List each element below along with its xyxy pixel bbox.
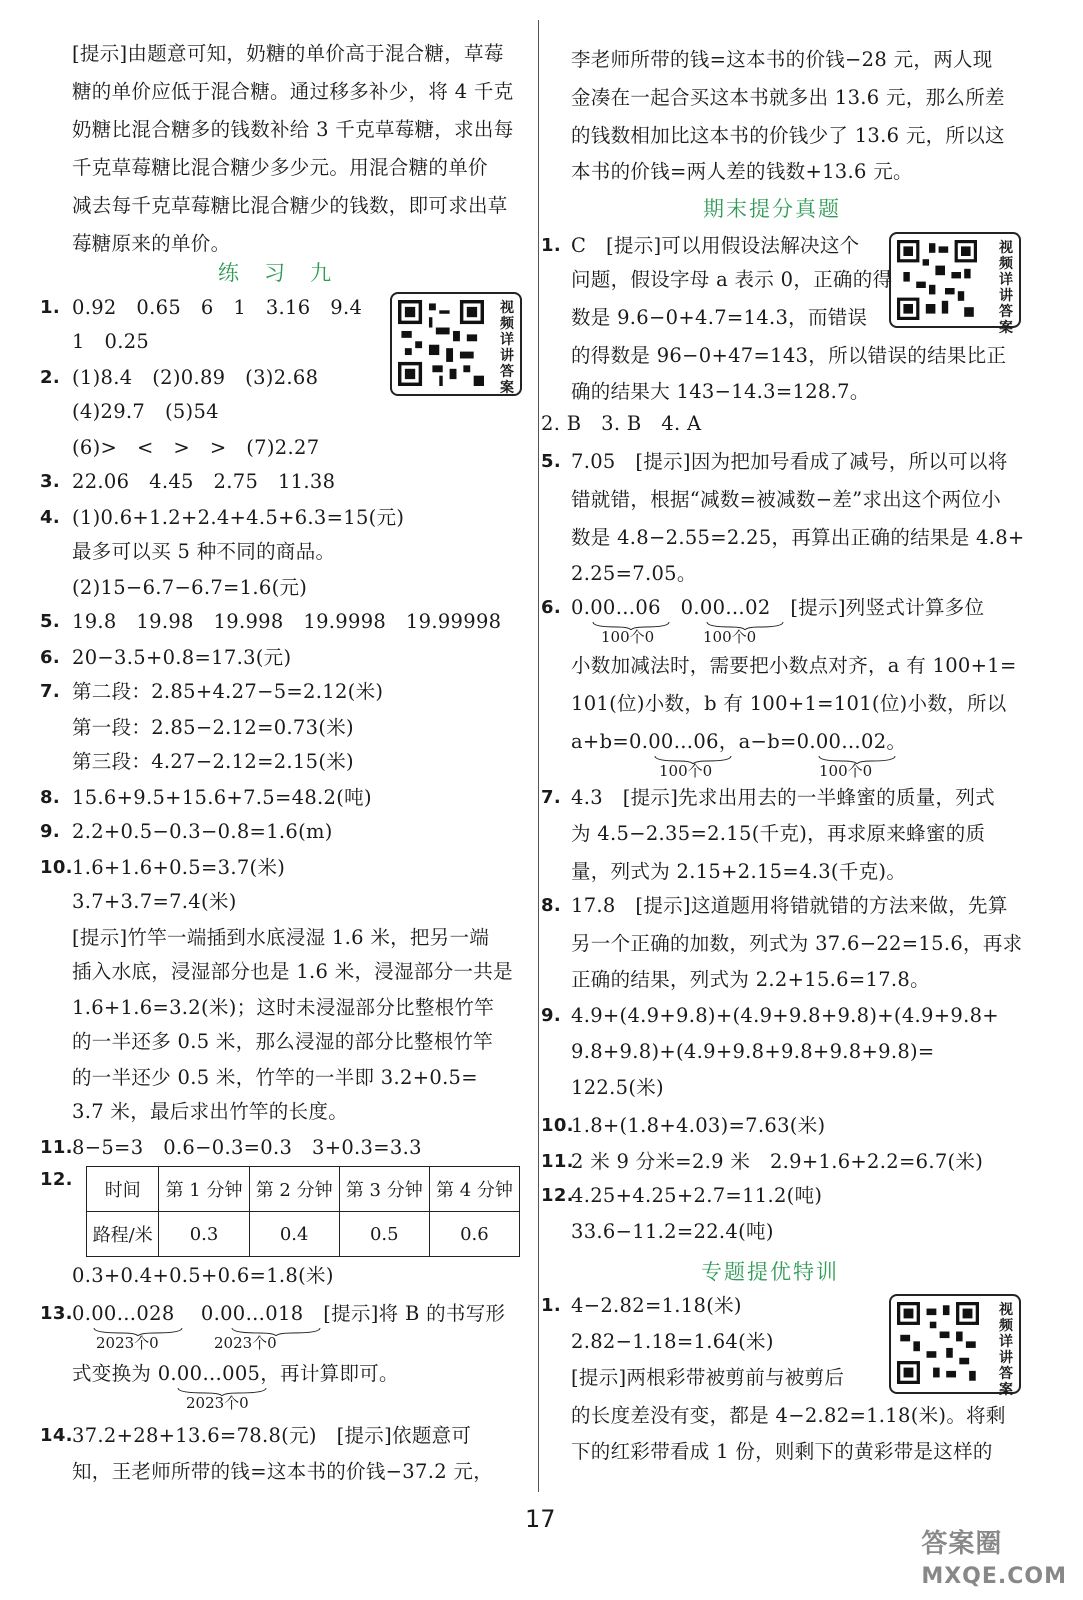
table-cell: 0.5	[339, 1212, 429, 1257]
answer-line: 9.8+9.8)+(4.9+9.8+9.8+9.8+9.8)=	[571, 1040, 935, 1063]
answer-line	[72, 1302, 505, 1326]
answer-line: 错就错，根据“减数=被减数−差”求出这个两位小	[571, 488, 1002, 511]
answer-line: 1.6+1.6+0.5=3.7(米)	[72, 856, 286, 879]
qr-code-icon	[897, 240, 977, 320]
answer-line: (1)0.6+1.2+2.4+4.5+6.3=15(元)	[72, 506, 405, 529]
brace-label: 100个0	[659, 762, 713, 780]
hint-line: 糖的单价应低于混合糖。通过移多补少，将 4 千克	[72, 80, 514, 103]
qr-label: 视频详讲答案	[999, 1302, 1013, 1398]
qr-label: 视频详讲答案	[999, 240, 1013, 336]
answer-line: C [提示]可以用假设法解决这个	[571, 234, 860, 257]
answer-line: 33.6−11.2=22.4(吨)	[571, 1220, 774, 1243]
answer-line: 本书的价钱=两人差的钱数+13.6 元。	[571, 160, 913, 183]
answer-part: 6，a−b=0.	[706, 730, 816, 753]
answer-line: 1.8+(1.8+4.03)=7.63(米)	[571, 1114, 826, 1137]
answer-part: 00…0	[699, 596, 758, 619]
brace-label: 2023个0	[186, 1394, 249, 1412]
question-number: 3.	[40, 471, 60, 492]
answer-line: 数是 4.8−2.55=2.25，再算出正确的结果是 4.8+	[571, 526, 1025, 549]
answer-line: 101(位)小数，b 有 100+1=101(位)小数，所以	[571, 692, 1007, 715]
answer-line: 的一半还多 0.5 米，那么浸湿的部分比整根竹竿	[72, 1030, 494, 1053]
qr-label: 视频详讲答案	[500, 300, 514, 396]
answer-line: 22.06 4.45 2.75 11.38	[72, 470, 336, 493]
answer-part: 2。	[873, 730, 907, 753]
table-cell: 时间	[87, 1167, 159, 1212]
answer-line: 为 4.5−2.35=2.15(千克)，再求原来蜂蜜的质	[571, 822, 986, 845]
qr-code-box[interactable]	[390, 292, 522, 396]
answer-line: 17.8 [提示]这道题用将错就错的方法来做，先算	[571, 894, 1008, 917]
answer-line: 122.5(米)	[571, 1076, 664, 1099]
brace-label: 100个0	[601, 628, 655, 646]
qr-code-box[interactable]	[889, 1294, 1021, 1398]
answer-line: 最多可以买 5 种不同的商品。	[72, 540, 336, 563]
question-number: 6.	[40, 647, 60, 668]
watermark-logo: 答案圈 MXQE.COM	[921, 1529, 1067, 1589]
answer-line: 4.9+(4.9+9.8)+(4.9+9.8+9.8)+(4.9+9.8+	[571, 1004, 999, 1027]
hint-line: [提示]由题意可知，奶糖的单价高于混合糖，草莓	[72, 42, 504, 65]
answer-line: 第三段：4.27−2.12=2.15(米)	[72, 750, 354, 773]
answer-part: 18	[278, 1302, 304, 1325]
hint-text: [提示]列竖式计算多位	[790, 596, 985, 619]
question-number: 9.	[40, 821, 60, 842]
answer-line	[72, 1362, 399, 1386]
table-cell: 0.6	[429, 1212, 519, 1257]
answer-part: 0.	[680, 596, 700, 619]
answer-line: 4−2.82=1.18(米)	[571, 1294, 742, 1317]
table-cell: 第 2 分钟	[249, 1167, 339, 1212]
question-number: 11.	[40, 1137, 73, 1158]
answer-line: 确的结果大 143−14.3=128.7。	[571, 380, 870, 403]
answer-line: (2)15−6.7−6.7=1.6(元)	[72, 576, 308, 599]
brace-label: 100个0	[703, 628, 757, 646]
answer-part: 式变换为 0.	[72, 1362, 177, 1385]
answer-part: a+b=0.	[571, 730, 649, 753]
answer-line: 第一段：2.85−2.12=0.73(米)	[72, 716, 354, 739]
answer-line: [提示]两根彩带被剪前与被剪后	[571, 1366, 845, 1389]
question-number: 5.	[40, 611, 60, 632]
answer-part: 00…0	[590, 596, 649, 619]
qr-code-icon	[897, 1302, 979, 1384]
answer-line: 2.2+0.5−0.3−0.8=1.6(m)	[72, 820, 333, 843]
answer-line: 37.2+28+13.6=78.8(元) [提示]依题意可	[72, 1424, 472, 1447]
answer-line: 李老师所带的钱=这本书的价钱−28 元，两人现	[571, 48, 993, 71]
answer-line: 3.7+3.7=7.4(米)	[72, 890, 237, 913]
answer-part: 00…0	[648, 730, 707, 753]
question-number: 2.	[40, 367, 60, 388]
answer-line: 20−3.5+0.8=17.3(元)	[72, 646, 292, 669]
answer-part: 28	[149, 1302, 175, 1325]
answer-line: 2.25=7.05。	[571, 562, 697, 585]
answer-line: 的长度差没有变，都是 4−2.82=1.18(米)。将剩	[571, 1404, 1006, 1427]
brace-label: 2023个0	[96, 1334, 159, 1352]
answer-part: 00…0	[815, 730, 874, 753]
answer-line: 4.25+4.25+2.7=11.2(吨)	[571, 1184, 823, 1207]
table-cell: 第 4 分钟	[429, 1167, 519, 1212]
answer-line: (4)29.7 (5)54	[72, 400, 219, 423]
answer-line: 3.7 米，最后求出竹竿的长度。	[72, 1100, 349, 1123]
distance-table	[86, 1166, 520, 1257]
table-cell: 第 3 分钟	[339, 1167, 429, 1212]
section-title-exercise-9: 练 习 九	[218, 261, 333, 285]
answer-line: 知，王老师所带的钱=这本书的价钱−37.2 元，	[72, 1460, 493, 1483]
answer-line	[571, 730, 906, 754]
answer-line: 第二段：2.85+4.27−5=2.12(米)	[72, 680, 384, 703]
answer-line: 问题，假设字母 a 表示 0，正确的得	[571, 268, 893, 291]
answer-line: 数是 9.6−0+4.7=14.3，而错误	[571, 306, 868, 329]
qr-code-icon	[398, 300, 484, 386]
question-number: 7.	[40, 681, 60, 702]
table-cell: 0.3	[159, 1212, 249, 1257]
answer-line: 19.8 19.98 19.998 19.9998 19.99998	[72, 610, 502, 633]
question-number: 10.	[40, 857, 73, 878]
answer-line: [提示]竹竿一端插到水底浸湿 1.6 米，把另一端	[72, 926, 490, 949]
section-title-special-training: 专题提优特训	[701, 1260, 839, 1284]
question-number: 1.	[40, 297, 60, 318]
answer-part: 00…0	[220, 1302, 279, 1325]
answer-part: 0.	[571, 596, 591, 619]
answer-line: 插入水底，浸湿部分也是 1.6 米，浸湿部分一共是	[72, 960, 513, 983]
answer-line: 15.6+9.5+15.6+7.5=48.2(吨)	[72, 786, 372, 809]
table-cell: 第 1 分钟	[159, 1167, 249, 1212]
answer-line: 小数加减法时，需要把小数点对齐，a 有 100+1=	[571, 654, 1017, 677]
question-number: 13.	[40, 1303, 73, 1324]
page-number: 17	[525, 1505, 556, 1533]
answer-line: 0.3+0.4+0.5+0.6=1.8(米)	[72, 1264, 334, 1287]
section-title-final-exam: 期末提分真题	[703, 197, 841, 221]
hint-text: [提示]将 B 的书写形	[323, 1302, 506, 1325]
brace-label: 100个0	[819, 762, 873, 780]
answer-line: 4.3 [提示]先求出用去的一半蜂蜜的质量，列式	[571, 786, 995, 809]
answer-part: 6	[648, 596, 661, 619]
answer-line: 金凑在一起合买这本书就多出 13.6 元，那么所差	[571, 86, 1005, 109]
answer-line: (6)> < > > (7)2.27	[72, 436, 320, 459]
answer-line: 2.82−1.18=1.64(米)	[571, 1330, 774, 1353]
answer-part: 00…0	[91, 1302, 150, 1325]
answer-line: 1 0.25	[72, 330, 150, 353]
answer-line: 8−5=3 0.6−0.3=0.3 3+0.3=3.3	[72, 1136, 422, 1159]
question-number: 7.	[541, 787, 561, 808]
answer-line: 下的红彩带看成 1 份，则剩下的黄彩带是这样的	[571, 1440, 993, 1463]
question-number: 10.	[541, 1115, 574, 1136]
column-divider	[538, 20, 539, 1492]
answer-line: 0.92 0.65 6 1 3.16 9.4	[72, 296, 363, 319]
answer-line: 量，列式为 2.15+2.15=4.3(千克)。	[571, 860, 907, 883]
question-number: 8.	[40, 787, 60, 808]
table-row	[87, 1212, 520, 1257]
question-number: 5.	[541, 451, 561, 472]
question-number: 14.	[40, 1425, 73, 1446]
answer-line: 的得数是 96−0+47=143，所以错误的结果比正	[571, 344, 1007, 367]
hint-line: 减去每千克草莓糖比混合糖少的钱数，即可求出草	[72, 194, 508, 217]
question-number: 4.	[40, 507, 60, 528]
question-number: 1.	[541, 235, 561, 256]
answer-line: 另一个正确的加数，列式为 37.6−22=15.6，再求	[571, 932, 1023, 955]
brace-label: 2023个0	[214, 1334, 277, 1352]
question-number: 11.	[541, 1151, 574, 1172]
answer-line: 正确的结果，列式为 2.2+15.6=17.8。	[571, 968, 930, 991]
answer-line: 2 米 9 分米=2.9 米 2.9+1.6+2.2=6.7(米)	[571, 1150, 984, 1173]
answer-line: 的钱数相加比这本书的价钱少了 13.6 元，所以这	[571, 124, 1005, 147]
question-number: 6.	[541, 597, 561, 618]
question-number: 8.	[541, 895, 561, 916]
question-number: 12.	[40, 1169, 73, 1190]
question-number: 12.	[541, 1185, 574, 1206]
table-cell: 0.4	[249, 1212, 339, 1257]
hint-line: 千克草莓糖比混合糖少多少元。用混合糖的单价	[72, 156, 488, 179]
watermark-url: MXQE.COM	[921, 1564, 1067, 1589]
hint-line: 莓糖原来的单价。	[72, 232, 231, 255]
qr-code-box[interactable]	[889, 232, 1021, 336]
answer-line: (1)8.4 (2)0.89 (3)2.68	[72, 366, 319, 389]
answer-line	[571, 596, 984, 620]
answer-line: 2. B 3. B 4. A	[541, 412, 702, 435]
answer-line: 7.05 [提示]因为把加号看成了减号，所以可以将	[571, 450, 1008, 473]
question-number: 9.	[541, 1005, 561, 1026]
answer-line: 的一半还少 0.5 米，竹竿的一半即 3.2+0.5=	[72, 1066, 478, 1089]
question-number: 1.	[541, 1295, 561, 1316]
table-cell: 路程/米	[87, 1212, 159, 1257]
answer-part: 00…0	[176, 1362, 235, 1385]
table-header-row	[87, 1167, 520, 1212]
answer-line: 1.6+1.6=3.2(米)；这时未浸湿部分比整根竹竿	[72, 996, 495, 1019]
hint-line: 奶糖比混合糖多的钱数补给 3 千克草莓糖，求出每	[72, 118, 514, 141]
answer-part: 05，再计算即可。	[234, 1362, 399, 1385]
answer-part: 0.	[72, 1302, 92, 1325]
answer-part: 0.	[200, 1302, 221, 1325]
answer-part: 2	[757, 596, 771, 619]
